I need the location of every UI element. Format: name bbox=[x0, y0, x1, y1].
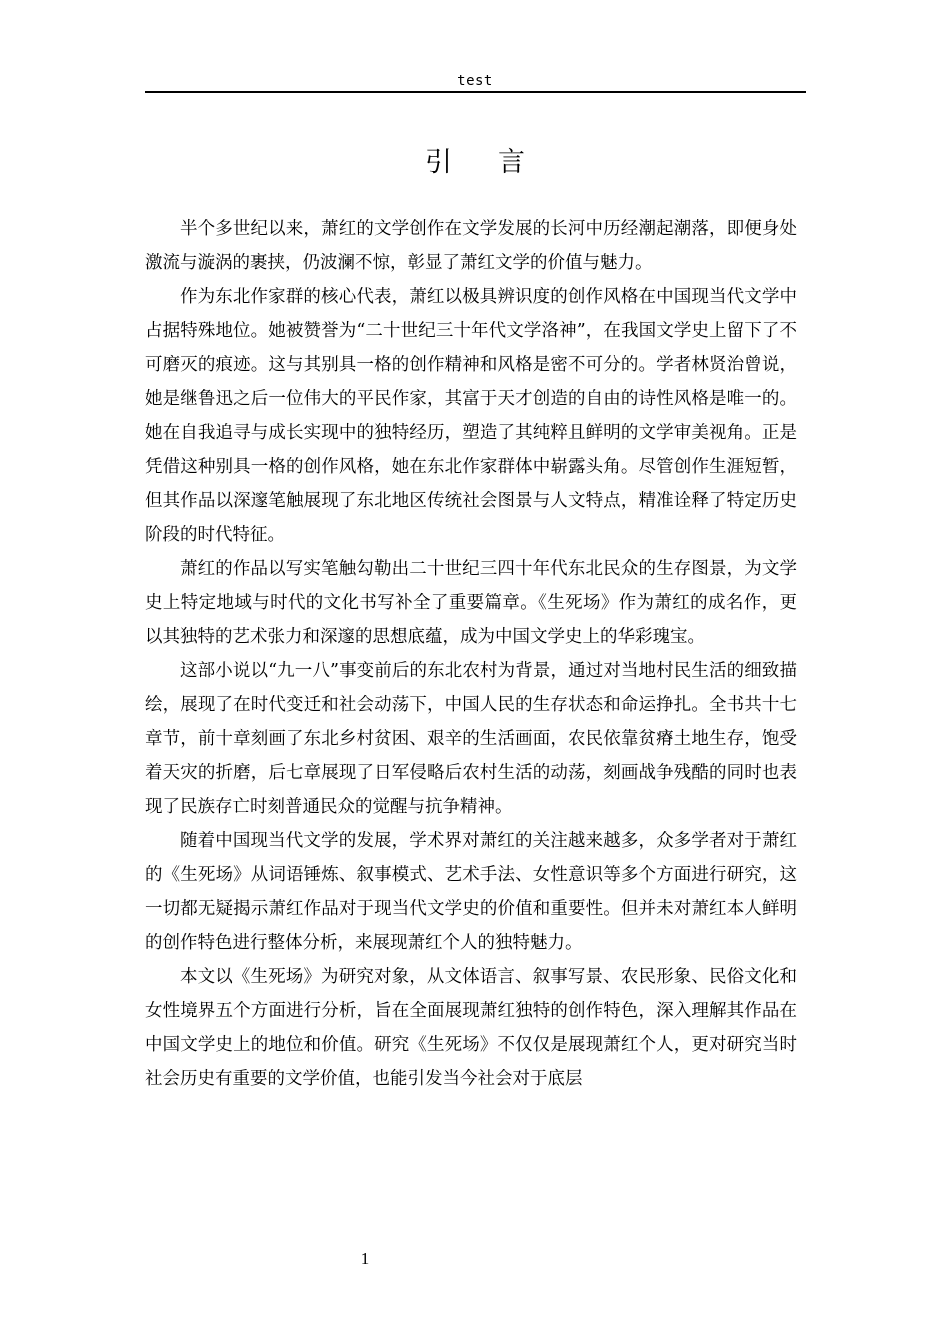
paragraph: 本文以《生死场》为研究对象，从文体语言、叙事写景、农民形象、民俗文化和女性境界五个方面进行分析，旨在全面展现萧红独特的创作特色，深入理解其作品在中国文学史上的地位和价值。研究《生死场》不仅仅是展现萧红个人，更对研究当时社会历史有重要的文学价值，也能引发当今社会对于底层 bbox=[145, 967, 797, 1089]
body-text bbox=[145, 212, 797, 1096]
page-number: 1 bbox=[360, 1249, 370, 1268]
section-title: 引言 bbox=[425, 147, 571, 178]
paragraph: 半个多世纪以来，萧红的文学创作在文学发展的长河中历经潮起潮落，即便身处激流与漩涡的裹挟，仍波澜不惊，彰显了萧红文学的价值与魅力。 bbox=[145, 219, 797, 273]
paragraph: 作为东北作家群的核心代表，萧红以极具辨识度的创作风格在中国现当代文学中占据特殊地位。她被赞誉为“二十世纪三十年代文学洛神”，在我国文学史上留下了不可磨灭的痕迹。这与其别具一格的创作精神和风格是密不可分的。学者林贤治曾说，她是继鲁迅之后一位伟大的平民作家，其富于天才创造的自由的诗性风格是唯一的。她在自我追寻与成长实现中的独特经历，塑造了其纯粹且鲜明的文学审美视角。正是凭借这种别具一格的创作风格，她在东北作家群体中崭露头角。尽管创作生涯短暂，但其作品以深邃笔触展现了东北地区传统社会图景与人文特点，精准诠释了特定历史阶段的时代特征。 bbox=[145, 287, 797, 545]
paragraph: 随着中国现当代文学的发展，学术界对萧红的关注越来越多，众多学者对于萧红的《生死场》从词语锤炼、叙事模式、艺术手法、女性意识等多个方面进行研究，这一切都无疑揭示萧红作品对于现当代文学史的价值和重要性。但并未对萧红本人鲜明的创作特色进行整体分析，来展现萧红个人的独特魅力。 bbox=[145, 831, 797, 953]
header-rule bbox=[145, 91, 806, 93]
running-header: test bbox=[457, 73, 493, 89]
paragraph: 萧红的作品以写实笔触勾勒出二十世纪三四十年代东北民众的生存图景，为文学史上特定地域与时代的文化书写补全了重要篇章。《生死场》作为萧红的成名作，更以其独特的艺术张力和深邃的思想底蕴，成为中国文学史上的华彩瑰宝。 bbox=[145, 559, 797, 647]
paragraph: 这部小说以“九一八”事变前后的东北农村为背景，通过对当地村民生活的细致描绘，展现了在时代变迁和社会动荡下，中国人民的生存状态和命运挣扎。全书共十七章节，前十章刻画了东北乡村贫困、艰辛的生活画面，农民依靠贫瘠土地生存，饱受着天灾的折磨，后七章展现了日军侵略后农村生活的动荡，刻画战争残酷的同时也表现了民族存亡时刻普通民众的觉醒与抗争精神。 bbox=[145, 661, 797, 817]
